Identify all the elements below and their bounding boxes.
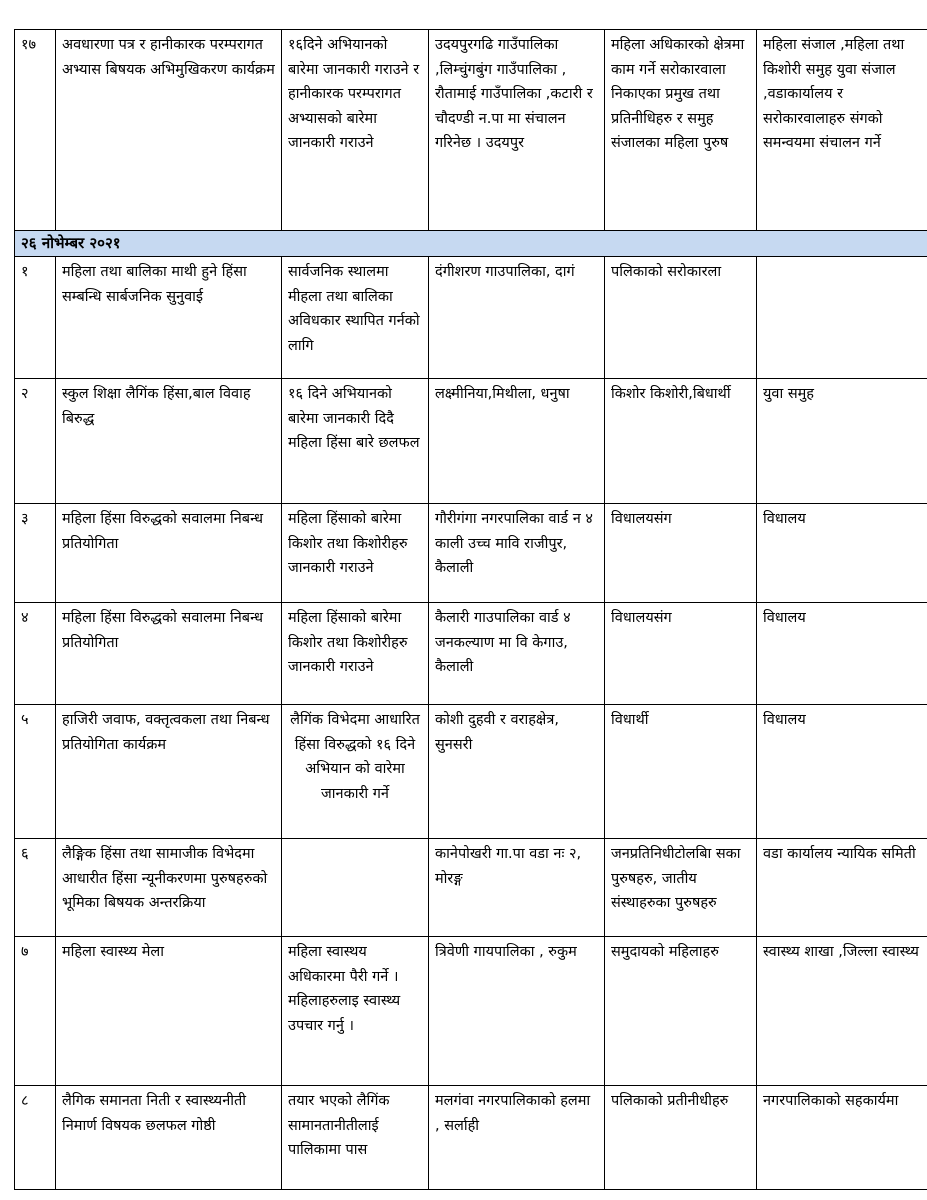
partners-cell: वडा कार्यालय न्यायिक समिती xyxy=(757,839,927,937)
serial-number: ६ xyxy=(15,839,56,937)
objective-cell: १६दिने अभियानको बारेमा जानकारी गराउने र हानीकारक परम्परागत अभ्यासको बारेमा जानकारी गराउने xyxy=(282,30,429,231)
date-header: २६ नोभेम्बर २०२१ xyxy=(15,231,927,257)
table-row xyxy=(15,603,927,705)
objective-cell: महिला हिंसाको बारेमा किशोर तथा किशोरीहरु जानकारी गराउने xyxy=(282,603,429,705)
program-cell: महिला स्वास्थ्य मेला xyxy=(56,937,282,1086)
location-cell: कैलारी गाउपालिका वार्ड ४ जनकल्याण मा वि केगाउ, कैलाली xyxy=(429,603,605,705)
participants-cell: पलिकाको प्रतीनीधीहरु xyxy=(605,1086,757,1190)
participants-cell: पलिकाको सरोकारला xyxy=(605,257,757,379)
program-cell: महिला हिंसा विरुद्धको सवालमा निबन्ध प्रतियोगिता xyxy=(56,504,282,603)
program-cell: स्कुल शिक्षा लैगिंक हिंसा,बाल विवाह बिरुद्ध xyxy=(56,379,282,504)
participants-cell: विधालयसंग xyxy=(605,603,757,705)
program-cell: लैङ्गिक हिंसा तथा सामाजीक विभेदमा आधारीत हिंसा न्यूनीकरणमा पुरुषहरुको भूमिका बिषयक अन्तरक्रिया xyxy=(56,839,282,937)
participants-cell: किशोर किशोरी,बिधार्थी xyxy=(605,379,757,504)
table-row xyxy=(15,379,927,504)
location-cell: कानेपोखरी गा.पा वडा नः २, मोरङ्ग xyxy=(429,839,605,937)
date-header-row xyxy=(15,231,927,257)
location-cell: लक्ष्मीनिया,मिथीला, धनुषा xyxy=(429,379,605,504)
participants-cell: समुदायको महिलाहरु xyxy=(605,937,757,1086)
serial-number: ५ xyxy=(15,705,56,839)
partners-cell xyxy=(757,257,927,379)
participants-cell: जनप्रतिनिधीटोलबिा सका पुरुषहरु, जातीय संस्थाहरुका पुरुषहरु xyxy=(605,839,757,937)
objective-cell xyxy=(282,839,429,937)
partners-cell: विधालय xyxy=(757,705,927,839)
location-cell: दंगीशरण गाउपालिका, दागं xyxy=(429,257,605,379)
partners-cell: स्वास्थ्य शाखा ,जिल्ला स्वास्थ्य xyxy=(757,937,927,1086)
objective-cell: लैगिंक विभेदमा आधारित हिंसा विरुद्धको १६ दिने अभियान को वारेमा जानकारी गर्ने xyxy=(282,705,429,839)
serial-number: ७ xyxy=(15,937,56,1086)
location-cell: गौरीगंगा नगरपालिका वार्ड न ४ काली उच्च मावि राजीपुर, कैलाली xyxy=(429,504,605,603)
objective-cell: १६ दिने अभियानको बारेमा जानकारी दिदै महिला हिंसा बारे छलफल xyxy=(282,379,429,504)
program-cell: अवधारणा पत्र र हानीकारक परम्परागत अभ्यास बिषयक अभिमुखिकरण कार्यक्रम xyxy=(56,30,282,231)
table-row xyxy=(15,839,927,937)
table-row xyxy=(15,257,927,379)
objective-cell: तयार भएको लैगिंक सामानतानीतीलाई पालिकामा पास xyxy=(282,1086,429,1190)
serial-number: १ xyxy=(15,257,56,379)
program-cell: हाजिरी जवाफ, वक्तृत्वकला तथा निबन्ध प्रतियोगिता कार्यक्रम xyxy=(56,705,282,839)
partners-cell: विधालय xyxy=(757,603,927,705)
partners-cell: विधालय xyxy=(757,504,927,603)
location-cell: कोशी दुहवी र वराहक्षेत्र, सुनसरी xyxy=(429,705,605,839)
participants-cell: महिला अधिकारको क्षेत्रमा काम गर्ने सरोकारवाला निकाएका प्रमुख तथा प्रतिनीधिहरु र समुह संजालका महिला पुरुष xyxy=(605,30,757,231)
location-cell: त्रिवेणी गायपालिका , रुकुम xyxy=(429,937,605,1086)
table-row xyxy=(15,1086,927,1190)
table-row xyxy=(15,705,927,839)
serial-number: १७ xyxy=(15,30,56,231)
location-cell: मलगंवा नगरपालिकाको हलमा , सर्लाही xyxy=(429,1086,605,1190)
participants-cell: विधालयसंग xyxy=(605,504,757,603)
program-cell: महिला हिंसा विरुद्धको सवालमा निबन्ध प्रतियोगिता xyxy=(56,603,282,705)
participants-cell: विधार्थी xyxy=(605,705,757,839)
location-cell: उदयपुरगढि गाउँपालिका ,लिम्चुंगबुंग गाउँपालिका , रौतामाई गाउँपालिका ,कटारी र चौदण्डी न.पा मा संचालन गरिनेछ । उदयपुर xyxy=(429,30,605,231)
objective-cell: महिला हिंसाको बारेमा किशोर तथा किशोरीहरु जानकारी गराउने xyxy=(282,504,429,603)
partners-cell: महिला संजाल ,महिला तथा किशोरी समुह युवा संजाल ,वडाकार्यालय र सरोकारवालाहरु संगको समन्वयमा संचालन गर्ने xyxy=(757,30,927,231)
serial-number: ४ xyxy=(15,603,56,705)
program-cell: लैगिक समानता निती र स्वास्थ्यनीती निमार्ण विषयक छलफल गोष्ठी xyxy=(56,1086,282,1190)
serial-number: २ xyxy=(15,379,56,504)
serial-number: ८ xyxy=(15,1086,56,1190)
table-row xyxy=(15,504,927,603)
activity-table xyxy=(14,29,927,1190)
partners-cell: नगरपालिकाको सहकार्यमा xyxy=(757,1086,927,1190)
objective-cell: सार्वजनिक स्थालमा मीहला तथा बालिका अविधकार स्थापित गर्नको लागि xyxy=(282,257,429,379)
table-row xyxy=(15,937,927,1086)
program-cell: महिला तथा बालिका माथी हुने हिंसा सम्बन्धि सार्बजनिक सुनुवाई xyxy=(56,257,282,379)
table-row xyxy=(15,30,927,231)
objective-cell: महिला स्वास्थय अधिकारमा पैरी गर्ने । महिलाहरुलाइ स्वास्थ्य उपचार गर्नु । xyxy=(282,937,429,1086)
partners-cell: युवा समुह xyxy=(757,379,927,504)
serial-number: ३ xyxy=(15,504,56,603)
